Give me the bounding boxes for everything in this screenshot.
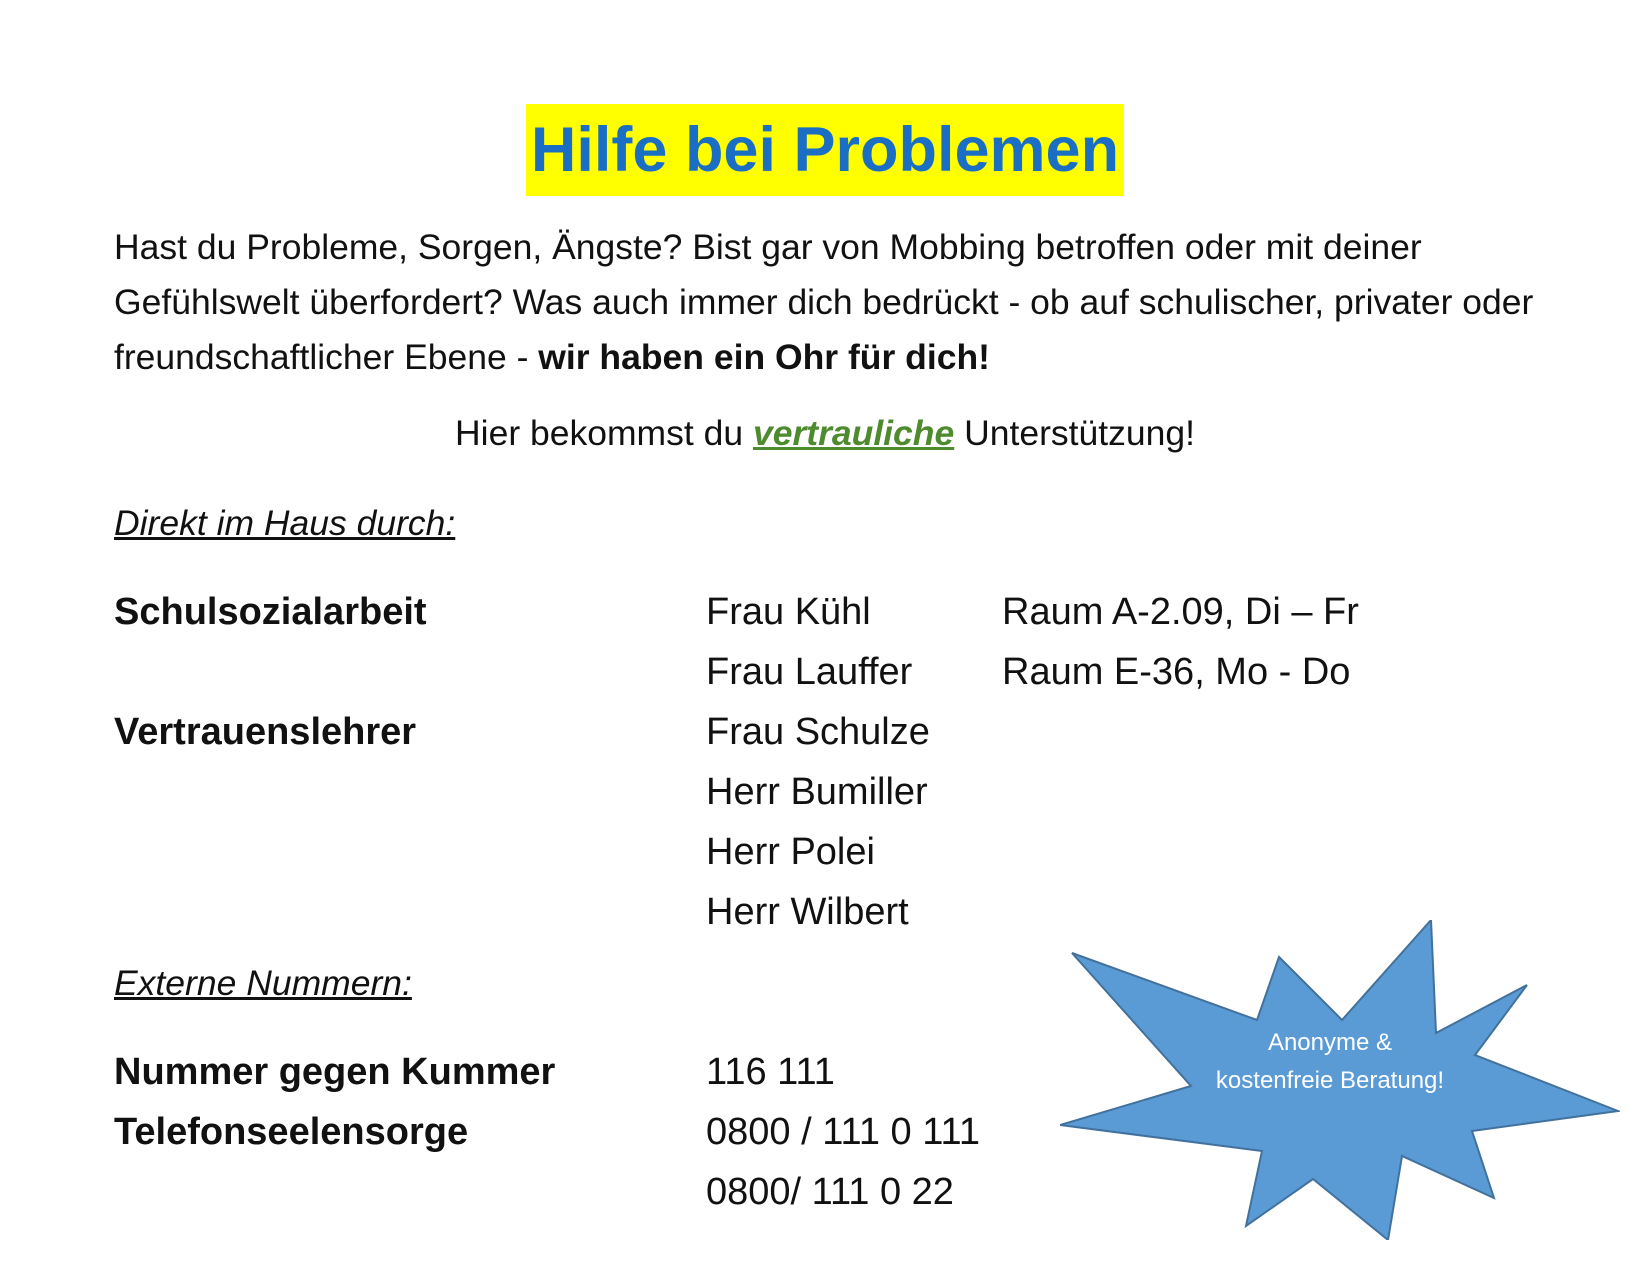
contact-name: Herr Polei [706,831,875,873]
title-wrapper [0,104,1650,196]
intro-bold-text: wir haben ein Ohr für dich! [538,337,990,377]
badge-text [1180,1024,1480,1100]
row-label: Vertrauenslehrer [114,711,417,753]
internal-row [114,822,1414,882]
row-label: Schulsozialarbeit [114,591,427,633]
internal-row [114,642,1414,702]
intro-paragraph [114,220,1564,385]
internal-row [114,582,1414,642]
phone-number: 0800/ 111 0 22 [706,1171,954,1213]
page-title: Hilfe bei Problemen [526,104,1124,196]
phone-number: 0800 / 111 0 111 [706,1111,980,1153]
external-heading: Externe Nummern: [114,963,412,1003]
support-line [0,408,1650,458]
row-label: Telefonseelensorge [114,1111,469,1153]
support-emphasis: vertrauliche [752,413,955,453]
intro-text: Hast du Probleme, Sorgen, Ängste? Bist gar von Mobbing betroffen oder mit deiner Gefühlswelt überfordert? Was auch immer dich bedrückt - ob auf schulischer, privater oder freundschaftlicher Ebene - [114,227,1534,377]
row-label: Nummer gegen Kummer [114,1051,556,1093]
contact-name: Frau Kühl [706,591,871,633]
badge-line-1: Anonyme & [1267,1029,1393,1056]
support-before: Hier bekommst du [455,413,753,453]
contact-name: Herr Wilbert [706,891,909,933]
internal-row [114,702,1414,762]
internal-heading: Direkt im Haus durch: [114,503,456,543]
room-hours: Raum E-36, Mo - Do [1002,651,1351,693]
room-hours: Raum A-2.09, Di – Fr [1002,591,1359,633]
badge-line-2: kostenfreie Beratung! [1215,1067,1445,1094]
contact-name: Frau Lauffer [706,651,913,693]
phone-number: 116 111 [706,1051,835,1093]
internal-row [114,762,1414,822]
contact-name: Frau Schulze [706,711,930,753]
support-after: Unterstützung! [954,413,1195,453]
contact-name: Herr Bumiller [706,771,928,813]
